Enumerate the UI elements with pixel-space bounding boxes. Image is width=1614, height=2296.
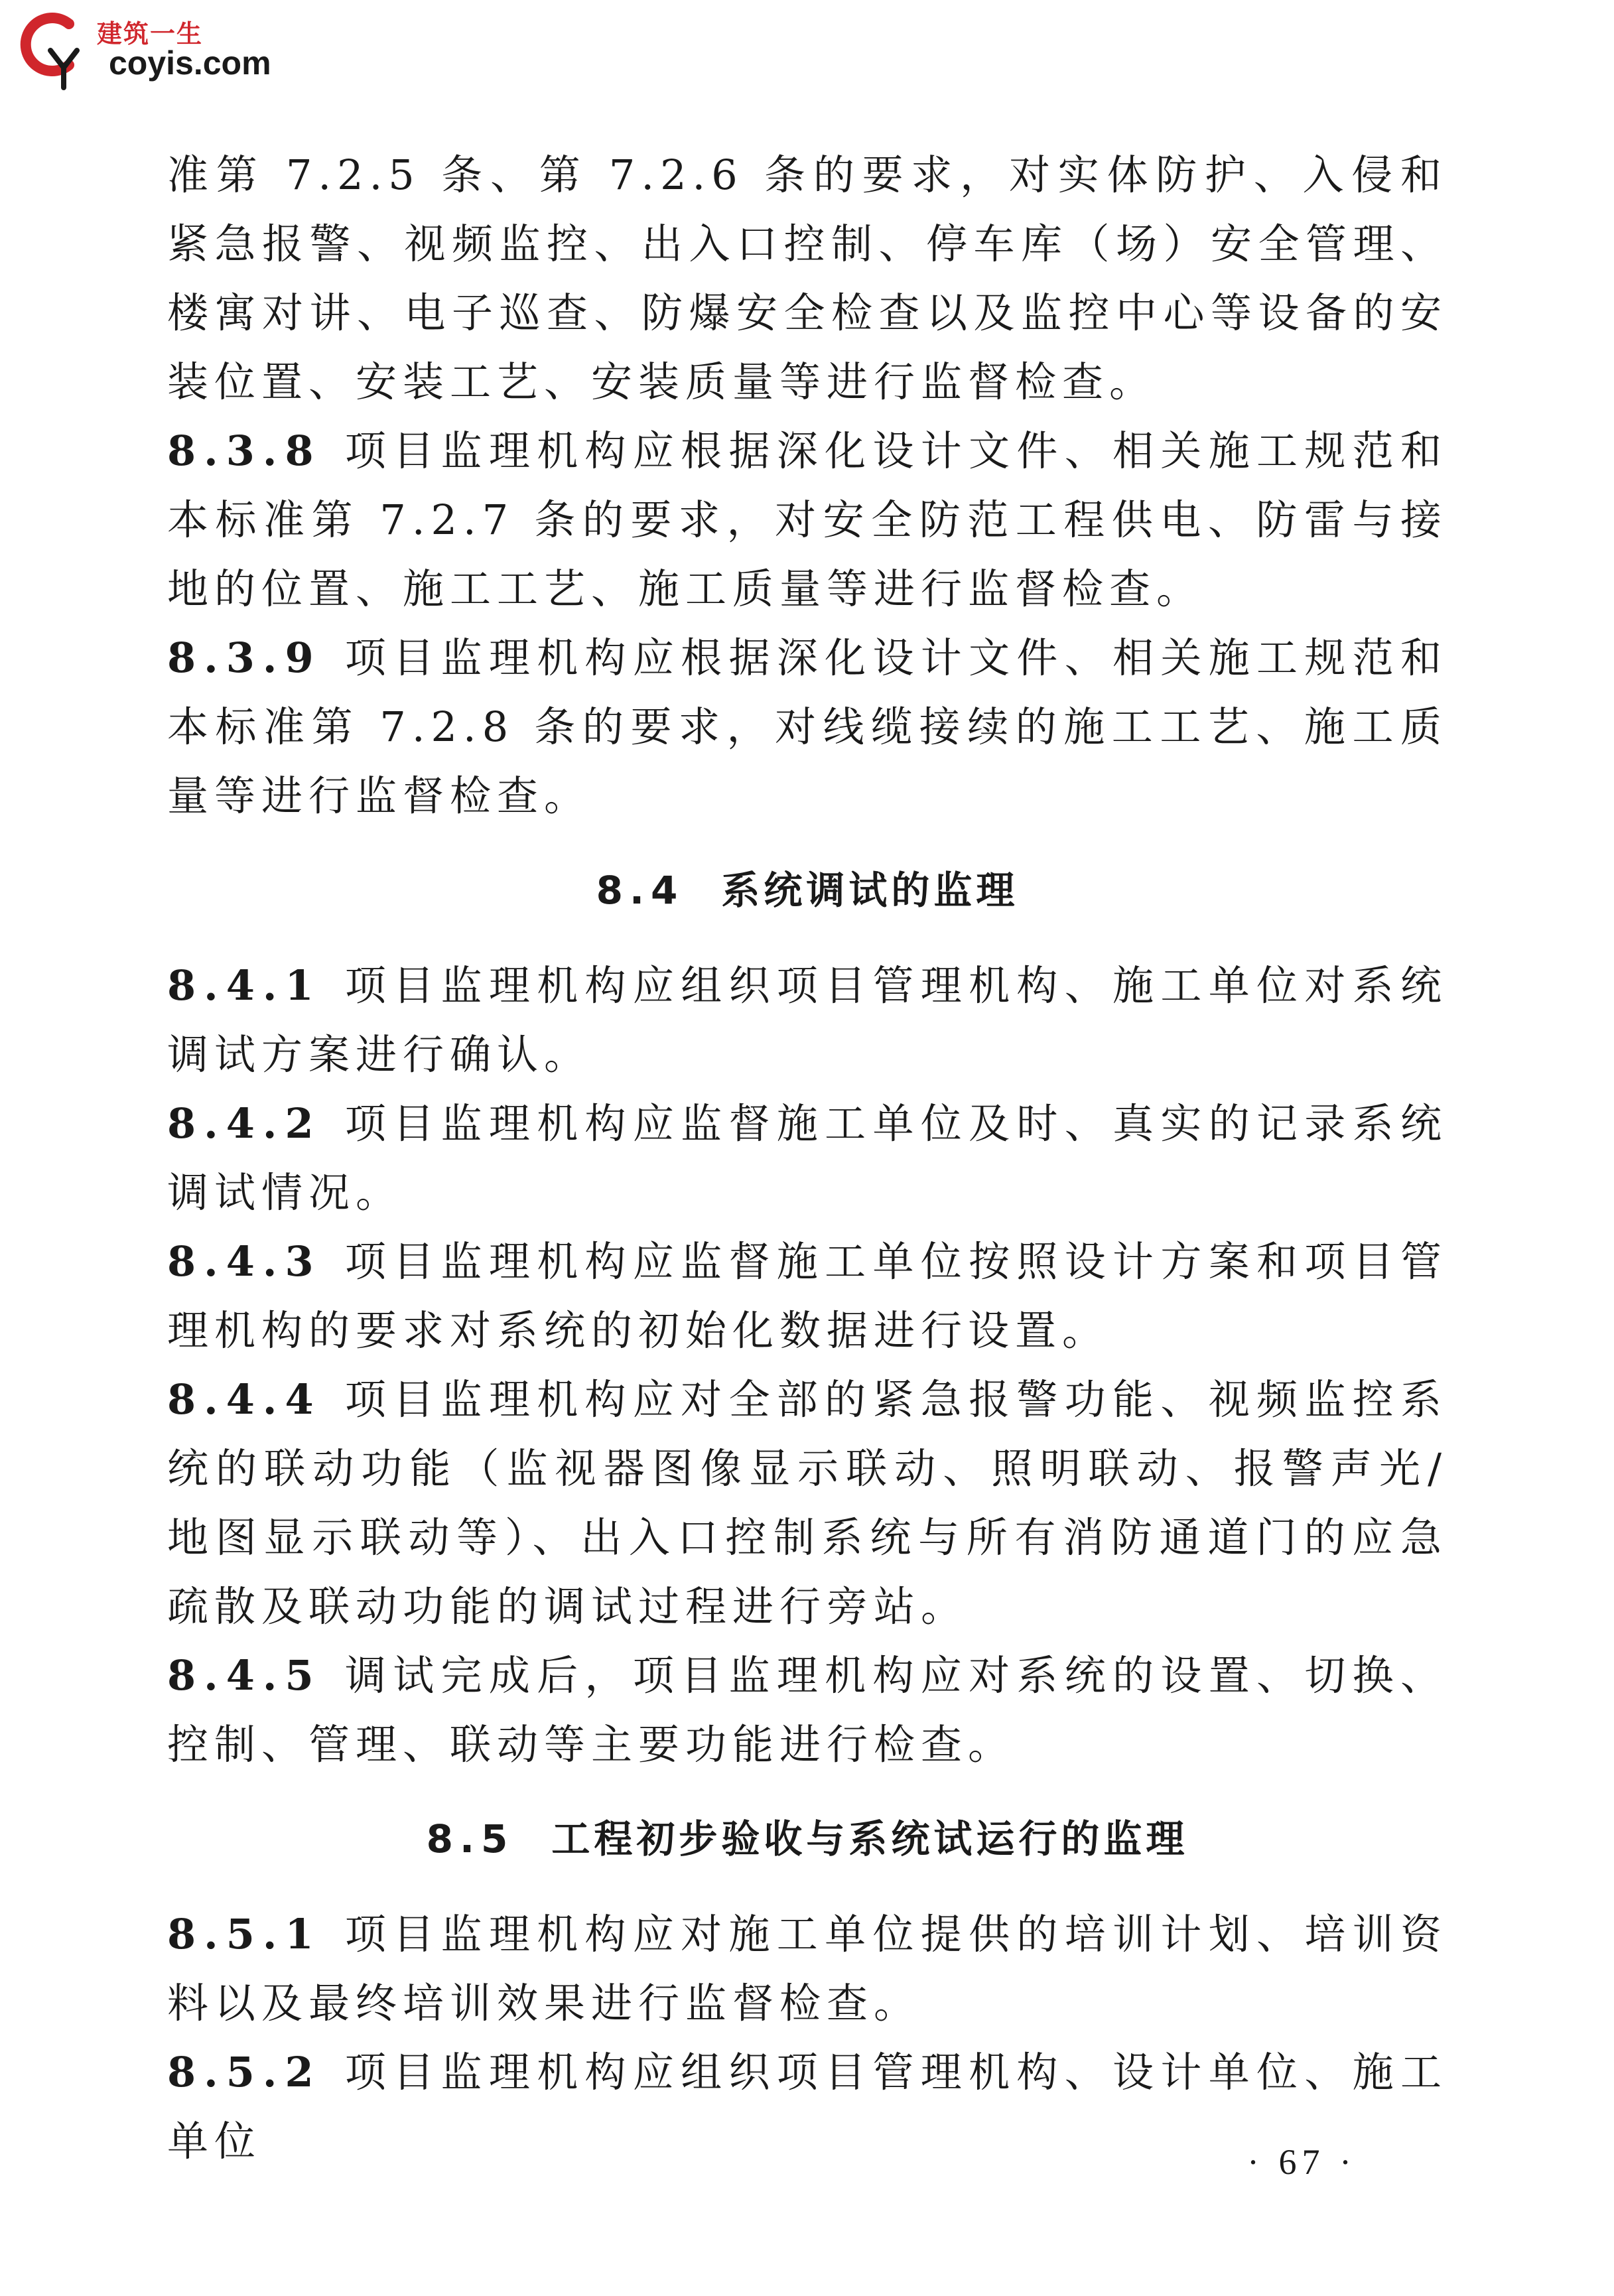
clause-8-4-3 [167,1227,1447,1365]
clause-text: 项目监理机构应根据深化设计文件、相关施工规范和本标准第 7.2.7 条的要求，对安全防范工程供电、防雷与接地的位置、施工工艺、施工质量等进行监督检查。 [167,427,1447,613]
clause-number: 8.5.2 [167,2048,322,2096]
clause-text: 项目监理机构应对全部的紧急报警功能、视频监控系统的联动功能（监视器图像显示联动、照明联动、报警声光/地图显示联动等）、出入口控制系统与所有消防通道门的应急疏散及联动功能的调试过程进行旁站。 [167,1375,1447,1631]
clause-text: 准第 7.2.5 条、第 7.2.6 条的要求，对实体防护、入侵和紧急报警、视频监控、出入口控制、停车库（场）安全管理、楼寓对讲、电子巡查、防爆安全检查以及监控中心等设备的安装位置、安装工艺、安装质量等进行监督检查。 [167,151,1447,406]
watermark [11,4,289,90]
cy-logo-icon [11,4,90,90]
clause-number: 8.5.1 [167,1910,322,1958]
clause-8-3-9 [167,624,1447,831]
section-title: 系统调试的监理 [721,868,1019,913]
clause-text: 项目监理机构应监督施工单位及时、真实的记录系统调试情况。 [167,1099,1447,1217]
section-title: 工程初步验收与系统试运行的监理 [551,1816,1189,1861]
clause-text: 项目监理机构应组织项目管理机构、设计单位、施工单位 [167,2048,1447,2165]
section-heading-8-4 [167,856,1447,925]
clause-number: 8.4.5 [167,1651,322,1700]
clause-8-4-2 [167,1089,1447,1227]
clause-8-3-7-continued [167,141,1447,417]
watermark-site-name: 建筑一生 [97,19,204,48]
page-number: · 67 · [1247,2142,1357,2182]
clause-text: 项目监理机构应根据深化设计文件、相关施工规范和本标准第 7.2.8 条的要求，对线缆接续的施工工艺、施工质量等进行监督检查。 [167,634,1447,820]
clause-text: 项目监理机构应对施工单位提供的培训计划、培训资料以及最终培训效果进行监督检查。 [167,1910,1447,2027]
clause-number: 8.4.1 [167,961,322,1010]
clause-text: 项目监理机构应监督施工单位按照设计方案和项目管理机构的要求对系统的初始化数据进行设置。 [167,1237,1447,1355]
clause-number: 8.3.9 [167,634,322,682]
clause-8-4-5 [167,1641,1447,1779]
section-number: 8.5 [426,1816,515,1861]
clause-number: 8.4.2 [167,1099,322,1148]
clause-8-3-8 [167,417,1447,624]
clause-8-4-1 [167,951,1447,1089]
clause-8-5-1 [167,1900,1447,2038]
clause-8-4-4 [167,1365,1447,1641]
document-body [167,141,1447,2176]
clause-number: 8.3.8 [167,427,322,475]
clause-text: 项目监理机构应组织项目管理机构、施工单位对系统调试方案进行确认。 [167,961,1447,1079]
section-number: 8.4 [596,868,685,913]
watermark-url[interactable]: coyis.com [109,44,271,82]
clause-text: 调试完成后，项目监理机构应对系统的设置、切换、控制、管理、联动等主要功能进行检查。 [167,1651,1447,1769]
section-heading-8-5 [167,1804,1447,1873]
clause-number: 8.4.3 [167,1237,322,1286]
clause-number: 8.4.4 [167,1375,322,1424]
